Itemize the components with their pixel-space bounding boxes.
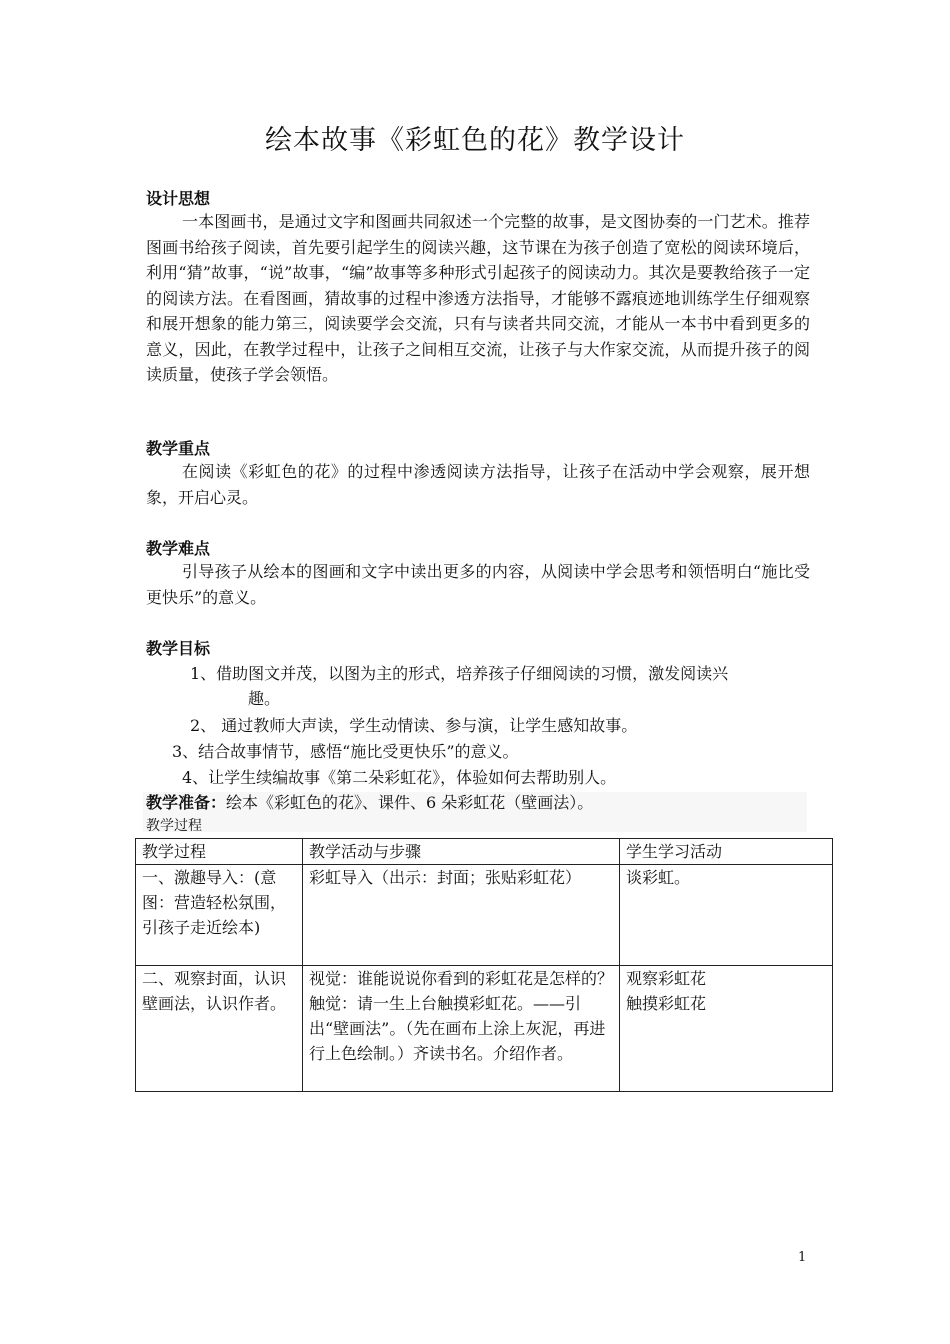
teaching-process-table (135, 838, 833, 1092)
goal-item-1 (190, 661, 810, 711)
page-number: 1 (798, 1250, 807, 1265)
goal-item-1-line1: 1、借助图文并茂，以图为主的形式，培养孩子仔细阅读的习惯，激发阅读兴 (190, 664, 729, 683)
heading-design-idea: 设计思想 (146, 189, 211, 208)
table-cell: 谈彩虹。 (620, 865, 833, 966)
heading-goals: 教学目标 (146, 639, 211, 658)
process-label: 教学过程 (146, 818, 202, 834)
table-row (136, 865, 833, 966)
difficulties-text: 引导孩子从绘本的图画和文字中读出更多的内容，从阅读中学会思考和领悟明白“施比受更快乐”的意义。 (146, 562, 810, 607)
goal-item-2: 2、 通过教师大声读，学生动情读、参与演，让学生感知故事。 (190, 716, 638, 735)
preparation-label: 教学准备： (146, 793, 227, 812)
preparation-text: 绘本《彩虹色的花》、课件、6 朵彩虹花（壁画法）。 (226, 793, 594, 812)
key-points-text: 在阅读《彩虹色的花》的过程中渗透阅读方法指导，让孩子在活动中学会观察，展开想象，开启心灵。 (146, 462, 810, 507)
table-cell: 一、激趣导入：(意图：营造轻松氛围，引孩子走近绘本) (136, 865, 303, 966)
table-cell: 二、观察封面，认识壁画法，认识作者。 (136, 966, 303, 1092)
heading-difficulties: 教学难点 (146, 539, 211, 558)
table-cell: 视觉：谁能说说你看到的彩虹花是怎样的？触觉：请一生上台触摸彩虹花。——引出“壁画法”。（先在画布上涂上灰泥，再进行上色绘制。）齐读书名。介绍作者。 (303, 966, 620, 1092)
table-header-row (136, 839, 833, 865)
table-header-cell: 教学过程 (136, 839, 303, 865)
table-header-cell: 学生学习活动 (620, 839, 833, 865)
table-cell: 彩虹导入（出示：封面；张贴彩虹花） (303, 865, 620, 966)
goal-item-1-line2: 趣。 (248, 689, 281, 708)
heading-key-points: 教学重点 (146, 439, 211, 458)
design-idea-text: 一本图画书，是通过文字和图画共同叙述一个完整的故事，是文图协奏的一门艺术。推荐图画书给孩子阅读，首先要引起学生的阅读兴趣，这节课在为孩子创造了宽松的阅读环境后，利用“猜”故事，“说”故事，“编”故事等多种形式引起孩子的阅读动力。其次是要教给孩子一定的阅读方法。在看图画，猜故事的过程中渗透方法指导，才能够不露痕迹地训练学生仔细观察和展开想象的能力第三，阅读要学会交流，只有与读者共同交流，才能从一本书中看到更多的意义，因此，在教学过程中，让孩子之间相互交流，让孩子与大作家交流，从而提升孩子的阅读质量，使孩子学会领悟。 (146, 212, 810, 384)
table-row (136, 966, 833, 1092)
goal-item-3: 3、结合故事情节，感悟“施比受更快乐”的意义。 (172, 742, 519, 761)
table-header-cell: 教学活动与步骤 (303, 839, 620, 865)
document-title: 绘本故事《彩虹色的花》教学设计 (265, 125, 685, 156)
table-cell: 观察彩虹花 触摸彩虹花 (620, 966, 833, 1092)
preparation-line (146, 792, 593, 814)
goal-item-4: 4、让学生续编故事《第二朵彩虹花》，体验如何去帮助别人。 (182, 768, 617, 787)
